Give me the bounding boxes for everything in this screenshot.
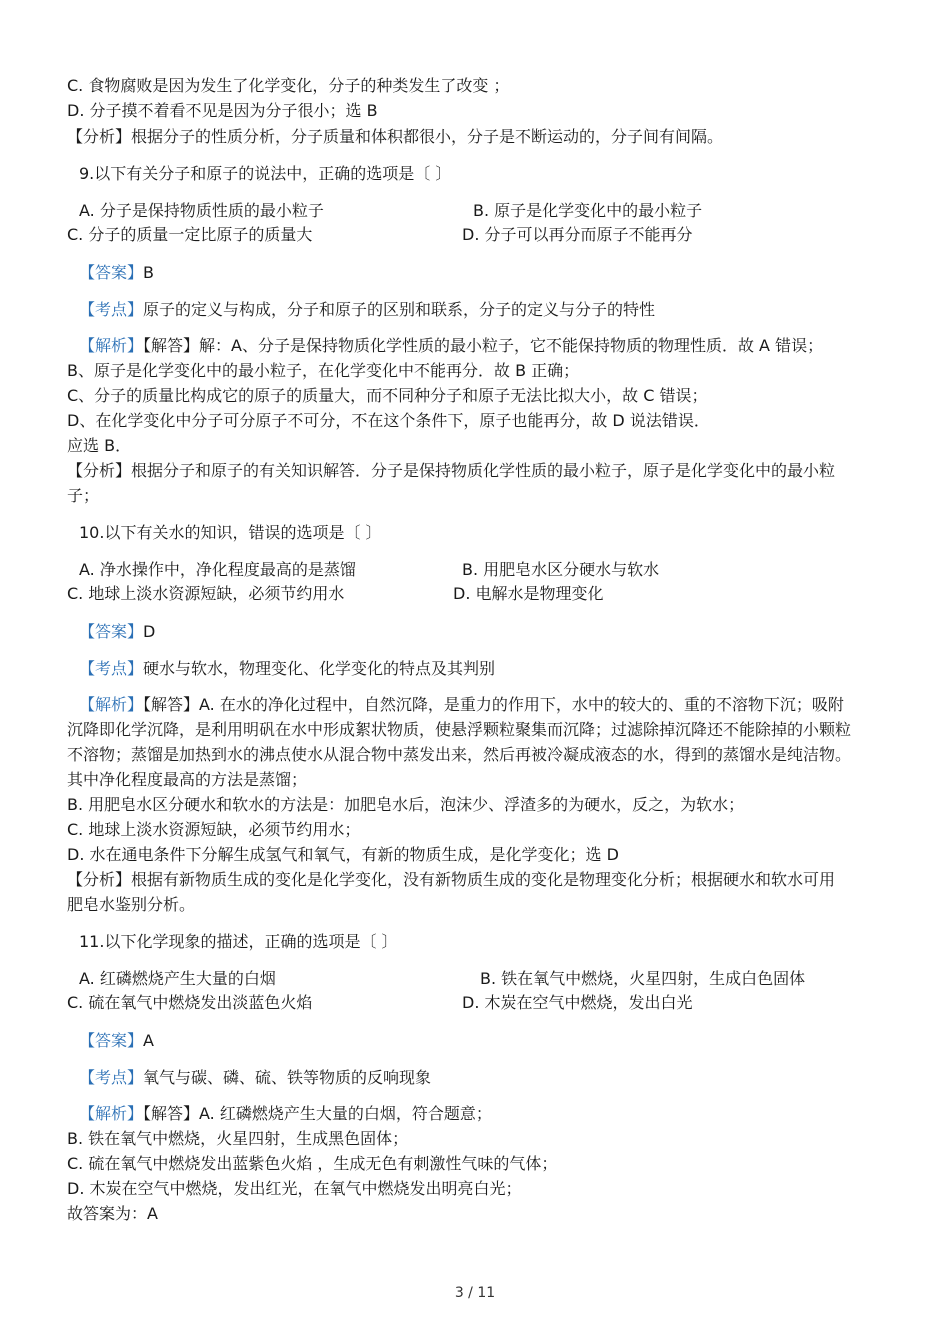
point-tag: 【考点】 xyxy=(79,300,144,319)
q10-answer xyxy=(79,620,155,644)
q9-point xyxy=(79,298,655,322)
q9-explanation-2: B、原子是化学变化中的最小粒子，在化学变化中不能再分．故 B 正确； xyxy=(67,361,580,380)
q11-explanation-1-text: 【解答】A. 红磷燃烧产生大量的白烟，符合题意； xyxy=(143,1104,492,1123)
q10-answer-value: D xyxy=(143,622,156,641)
q11-explanation-1 xyxy=(79,1102,492,1126)
answer-tag: 【答案】 xyxy=(79,622,144,641)
intro-option-d: D. 分子摸不着看不见是因为分子很小；选 B xyxy=(67,101,378,120)
q11-option-b: B. 铁在氧气中燃烧，火星四射，生成白色固体 xyxy=(480,969,806,988)
q9-answer xyxy=(79,261,154,285)
point-tag: 【考点】 xyxy=(79,1068,144,1087)
q10-option-c: C. 地球上淡水资源短缺，必须节约用水 xyxy=(67,584,345,603)
q9-explanation-1 xyxy=(79,334,823,358)
q9-option-b: B. 原子是化学变化中的最小粒子 xyxy=(473,201,703,220)
q10-option-d: D. 电解水是物理变化 xyxy=(453,584,604,603)
q9-analysis-1: 【分析】根据分子和原子的有关知识解答．分子是保持物质化学性质的最小粒子，原子是化学变化中的最小粒 xyxy=(67,461,836,480)
q10-option-b: B. 用肥皂水区分硬水与软水 xyxy=(462,560,660,579)
q9-option-a: A. 分子是保持物质性质的最小粒子 xyxy=(79,201,324,220)
q11-option-a: A. 红磷燃烧产生大量的白烟 xyxy=(79,969,276,988)
answer-tag: 【答案】 xyxy=(79,1031,144,1050)
q10-option-a: A. 净水操作中，净化程度最高的是蒸馏 xyxy=(79,560,356,579)
point-tag: 【考点】 xyxy=(79,659,144,678)
q9-stem: 9.以下有关分子和原子的说法中，正确的选项是〔 〕 xyxy=(79,164,452,183)
analysis-tag: 【解析】 xyxy=(79,695,144,714)
q10-explanation-3: 不溶物；蒸馏是加热到水的沸点使水从混合物中蒸发出来，然后再被冷凝成液态的水，得到的蒸馏水是纯洁物。 xyxy=(67,745,852,764)
q10-point-text: 硬水与软水，物理变化、化学变化的特点及其判别 xyxy=(143,659,496,678)
q10-explanation-2: 沉降即化学沉降，是利用明矾在水中形成絮状物质，使悬浮颗粒聚集而沉降；过滤除掉沉降还不能除掉的小颗粒 xyxy=(67,720,852,739)
q11-point-text: 氧气与碳、磷、硫、铁等物质的反响现象 xyxy=(143,1068,432,1087)
analysis-tag: 【解析】 xyxy=(79,1104,144,1123)
q11-option-c: C. 硫在氧气中燃烧发出淡蓝色火焰 xyxy=(67,993,313,1012)
q10-analysis-2: 肥皂水鉴别分析。 xyxy=(67,895,196,914)
analysis-tag: 【解析】 xyxy=(79,336,144,355)
q9-explanation-4: D、在化学变化中分子可分原子不可分，不在这个条件下，原子也能再分，故 D 说法错误． xyxy=(67,411,710,430)
q11-explanation-5: 故答案为：A xyxy=(67,1204,158,1223)
q11-option-d: D. 木炭在空气中燃烧，发出白光 xyxy=(462,993,693,1012)
page-number: 3 / 11 xyxy=(454,1285,496,1301)
q10-explanation-1 xyxy=(79,693,844,717)
q9-explanation-1-text: 【解答】解：A、分子是保持物质化学性质的最小粒子，它不能保持物质的物理性质．故 A 错误； xyxy=(143,336,824,355)
q10-explanation-5: B. 用肥皂水区分硬水和软水的方法是：加肥皂水后，泡沫少、浮渣多的为硬水，反之，为软水； xyxy=(67,795,745,814)
q9-option-c: C. 分子的质量一定比原子的质量大 xyxy=(67,225,313,244)
q9-answer-value: B xyxy=(143,263,154,282)
q9-option-d: D. 分子可以再分而原子不能再分 xyxy=(462,225,693,244)
q11-explanation-3: C. 硫在氧气中燃烧发出蓝紫色火焰 ，生成无色有刺激性气味的气体； xyxy=(67,1154,558,1173)
q11-stem: 11.以下化学现象的描述，正确的选项是〔 〕 xyxy=(79,932,398,951)
q11-answer-value: A xyxy=(143,1031,154,1050)
q9-analysis-2: 子； xyxy=(67,486,100,505)
q11-explanation-2: B. 铁在氧气中燃烧，火星四射，生成黑色固体； xyxy=(67,1129,409,1148)
q10-analysis-1: 【分析】根据有新物质生成的变化是化学变化，没有新物质生成的变化是物理变化分析；根据硬水和软水可用 xyxy=(67,870,836,889)
q9-point-text: 原子的定义与构成，分子和原子的区别和联系，分子的定义与分子的特性 xyxy=(143,300,656,319)
q10-point xyxy=(79,657,495,681)
q10-explanation-1-text: 【解答】A. 在水的净化过程中，自然沉降，是重力的作用下，水中的较大的、重的不溶物下沉；吸附 xyxy=(143,695,844,714)
q9-explanation-5: 应选 B． xyxy=(67,436,132,455)
q10-explanation-7: D. 水在通电条件下分解生成氢气和氧气，有新的物质生成，是化学变化；选 D xyxy=(67,845,619,864)
answer-tag: 【答案】 xyxy=(79,263,144,282)
q11-answer xyxy=(79,1029,154,1053)
q9-explanation-3: C、分子的质量比构成它的原子的质量大，而不同种分子和原子无法比拟大小，故 C 错误； xyxy=(67,386,708,405)
q10-explanation-6: C. 地球上淡水资源短缺，必须节约用水； xyxy=(67,820,361,839)
q10-stem: 10.以下有关水的知识，错误的选项是〔 〕 xyxy=(79,523,382,542)
q11-point xyxy=(79,1066,431,1090)
intro-option-c: C. 食物腐败是因为发生了化学变化，分子的种类发生了改变 ； xyxy=(67,76,510,95)
q10-explanation-4: 其中净化程度最高的方法是蒸馏； xyxy=(67,770,308,789)
intro-analysis: 【分析】根据分子的性质分析，分子质量和体积都很小，分子是不断运动的，分子间有间隔。 xyxy=(67,127,724,146)
q11-explanation-4: D. 木炭在空气中燃烧，发出红光，在氧气中燃烧发出明亮白光； xyxy=(67,1179,522,1198)
